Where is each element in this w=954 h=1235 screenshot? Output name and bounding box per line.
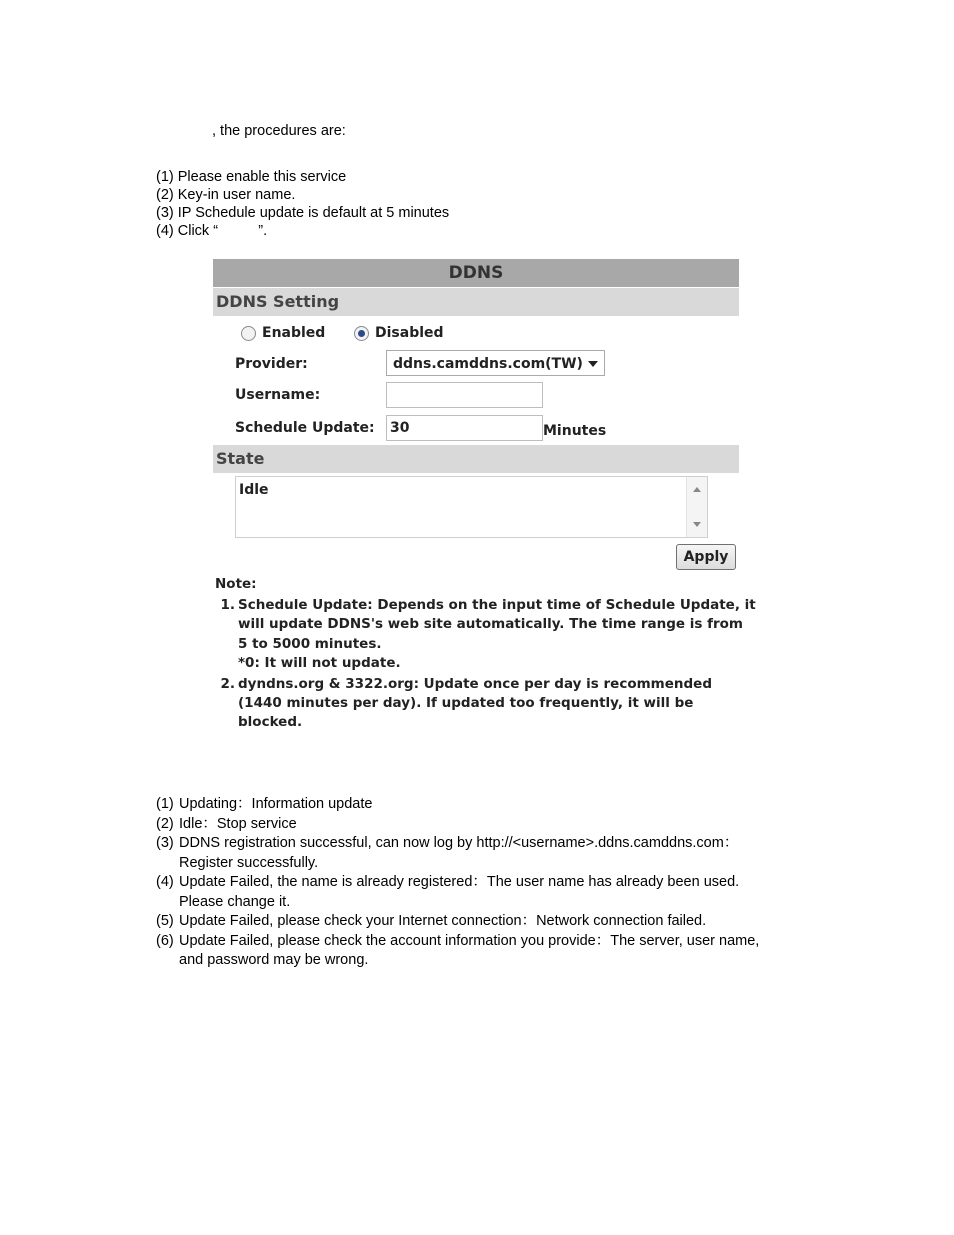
provider-select[interactable] — [386, 350, 605, 376]
state-line: Idle：Stop service — [179, 815, 297, 832]
note-line: *0: It will not update. — [238, 654, 401, 671]
state-number: (2) — [156, 815, 174, 832]
state-line: and password may be wrong. — [179, 952, 369, 968]
state-item — [156, 873, 759, 912]
username-label: Username: — [235, 387, 321, 403]
state-line: Update Failed, the name is already registered：The user name has already been used. — [179, 874, 740, 890]
scroll-down-icon[interactable] — [693, 522, 701, 527]
state-descriptions — [156, 795, 759, 971]
state-line: Update Failed, please check your Internet connection：Network connection failed. — [179, 913, 707, 929]
provider-value: ddns.camddns.com(TW) — [393, 356, 583, 372]
note-section — [215, 575, 756, 733]
state-number: (3) — [156, 835, 174, 851]
state-number: (5) — [156, 913, 174, 929]
state-line: Update Failed, please check the account information you provide：The server, user name, — [179, 932, 760, 949]
procedure-steps — [156, 168, 449, 240]
ddns-panel — [213, 259, 756, 739]
state-scrollbar[interactable] — [686, 477, 707, 537]
state-item — [156, 834, 759, 873]
intro-text: , the procedures are: — [212, 123, 346, 139]
note-item — [215, 596, 756, 673]
apply-button[interactable]: Apply — [676, 544, 736, 570]
state-line: DDNS registration successful, can now log by http://<username>.ddns.camddns.com： — [179, 835, 739, 851]
state-item — [156, 932, 759, 971]
note-line: blocked. — [238, 714, 303, 731]
note-item — [215, 675, 756, 733]
panel-title: DDNS — [213, 259, 739, 287]
disabled-radio[interactable] — [354, 326, 369, 341]
state-header: State — [213, 444, 739, 473]
scroll-up-icon[interactable] — [693, 487, 701, 492]
step-item: (3) IP Schedule update is default at 5 minutes — [156, 205, 450, 221]
state-line: Please change it. — [179, 893, 291, 910]
step-item: (1) Please enable this service — [156, 169, 347, 185]
state-line: Updating：Information update — [179, 796, 373, 812]
state-textarea[interactable] — [235, 476, 708, 538]
chevron-down-icon — [588, 361, 598, 367]
note-line: (1440 minutes per day). If updated too frequently, it will be — [238, 695, 694, 712]
schedule-update-label: Schedule Update: — [235, 420, 375, 436]
state-number: (6) — [156, 932, 174, 949]
ddns-setting-header: DDNS Setting — [213, 287, 739, 316]
minutes-unit: Minutes — [543, 423, 607, 439]
state-item — [156, 815, 759, 835]
step-item: (4) Click “ ”. — [156, 223, 268, 239]
state-number: (4) — [156, 874, 174, 890]
note-title: Note: — [215, 576, 257, 592]
step-item: (2) Key-in user name. — [156, 187, 296, 203]
note-line: Schedule Update: Depends on the input time of Schedule Update, it — [238, 597, 756, 614]
note-line: dyndns.org & 3322.org: Update once per day is recommended — [238, 676, 713, 693]
enabled-radio[interactable] — [241, 326, 256, 341]
schedule-update-input[interactable]: 30 — [386, 415, 543, 441]
username-input[interactable] — [386, 382, 543, 408]
state-number: (1) — [156, 796, 174, 812]
note-line: 5 to 5000 minutes. — [238, 635, 382, 652]
enabled-label: Enabled — [262, 325, 326, 341]
state-line: Register successfully. — [179, 854, 319, 871]
state-item — [156, 912, 759, 932]
provider-label: Provider: — [235, 356, 308, 372]
note-number: 1. — [220, 597, 235, 614]
note-number: 2. — [220, 676, 235, 693]
note-line: will update DDNS's web site automatically. The time range is from — [238, 616, 743, 633]
state-value: Idle — [239, 482, 269, 498]
disabled-label: Disabled — [375, 325, 444, 341]
state-item — [156, 795, 759, 815]
